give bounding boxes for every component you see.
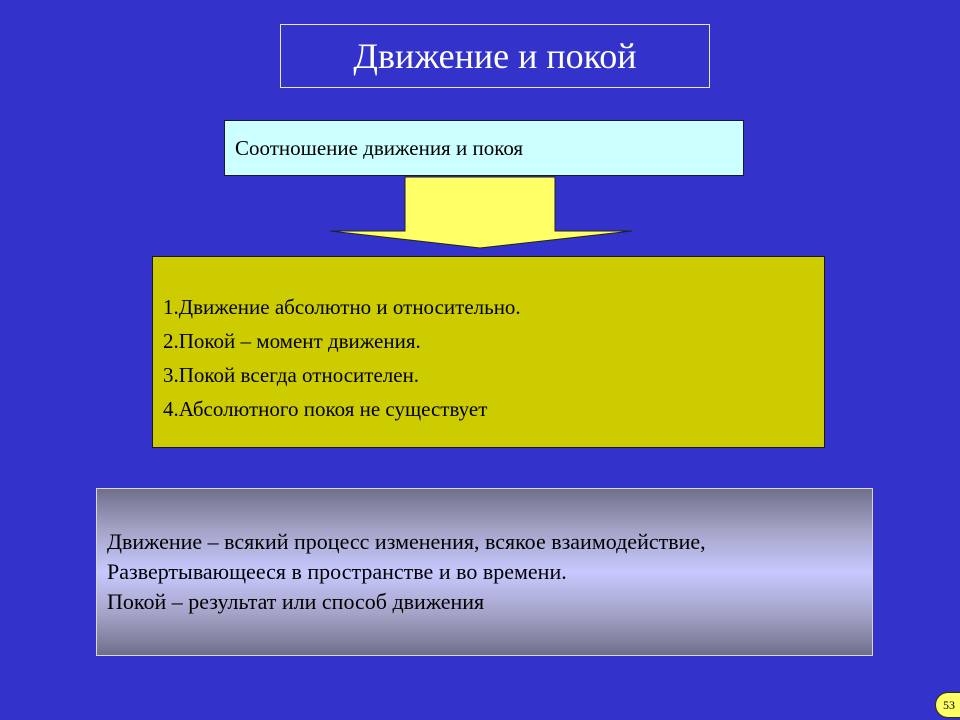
point-item: 4.Абсолютного покоя не существует	[163, 397, 488, 421]
page-number: 53	[943, 698, 955, 712]
point-item: 3.Покой всегда относителен.	[163, 363, 420, 387]
point-item: 2.Покой – момент движения.	[163, 329, 421, 353]
definition-line: Покой – результат или способ движения	[107, 589, 485, 614]
point-item: 1.Движение абсолютно и относительно.	[163, 295, 521, 319]
definition-line: Развертывающееся в пространстве и во времени.	[107, 559, 567, 584]
page-number-badge	[935, 692, 960, 718]
points-box	[152, 256, 825, 448]
slide-title: Движение и покой	[353, 36, 637, 76]
subtitle-text: Соотношение движения и покоя	[235, 135, 524, 160]
definition-line: Движение – всякий процесс изменения, всякое взаимодействие,	[107, 529, 706, 554]
definition-box	[96, 488, 873, 656]
